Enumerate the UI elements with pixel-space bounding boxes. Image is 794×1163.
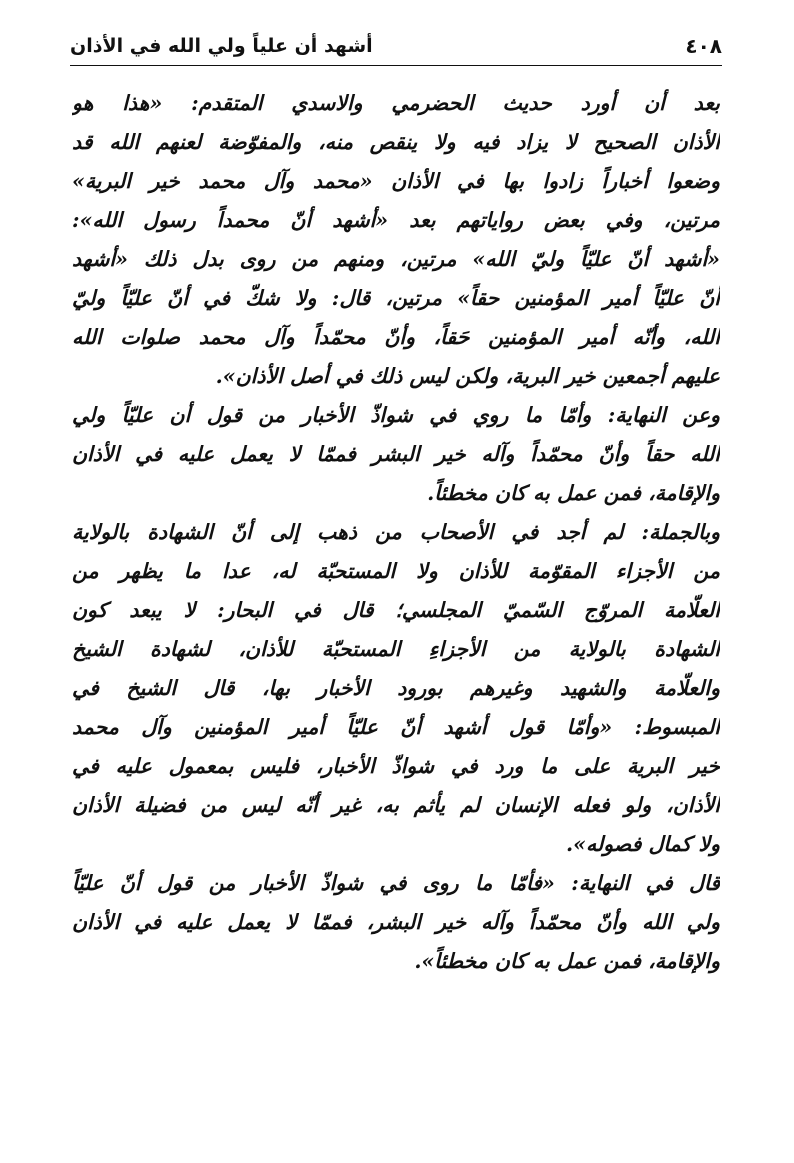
- paragraph: [72, 396, 720, 513]
- text-line: مرتين، وفي بعض رواياتهم بعد «أشهد أنّ محمداً رسول الله»:: [72, 208, 720, 232]
- text-line: والإقامة، فمن عمل به كان مخطئاً».: [414, 949, 720, 973]
- text-line: الأذان، ولو فعله الإنسان لم يأثم به، غير أنّه ليس من فضيلة الأذان: [72, 793, 720, 817]
- text-line: عليهم أجمعين خير البرية، ولكن ليس ذلك في أصل الأذان».: [215, 364, 720, 388]
- paragraph: [72, 864, 720, 981]
- text-line: أنّ عليّاً أمير المؤمنين حقاً» مرتين، قال: ولا شكّ في أنّ عليّاً وليّ: [72, 286, 720, 310]
- page-number: ٤٠٨: [685, 33, 722, 58]
- paragraph: [72, 84, 720, 396]
- text-line: «أشهد أنّ عليّاً وليّ الله» مرتين، ومنهم من روى بدل ذلك «أشهد: [72, 247, 720, 271]
- paragraph: [72, 513, 720, 864]
- text-line: المبسوط: «وأمّا قول أشهد أنّ عليّاً أمير المؤمنين وآل محمد: [72, 715, 720, 739]
- text-line: الشهادة بالولاية من الأجزاءِ المستحبّة للأذان، لشهادة الشيخ: [72, 637, 720, 661]
- text-line: الأذان الصحيح لا يزاد فيه ولا ينقص منه، والمفوّضة لعنهم الله قد: [72, 130, 720, 154]
- running-title: أشهد أن علياً ولي الله في الأذان: [70, 34, 373, 57]
- text-line: ولي الله وأنّ محمّداً وآله خير البشر، فممّا لا يعمل عليه في الأذان: [72, 910, 720, 934]
- text-line: الله، وأنّه أمير المؤمنين حَقاً، وأنّ محمّداً وآل محمد صلوات الله: [72, 325, 720, 349]
- page-header: [70, 30, 722, 66]
- text-line: وضعوا أخباراً زادوا بها في الأذان «محمد وآل محمد خير البرية»: [72, 169, 720, 193]
- text-line: قال في النهاية: «فأمّا ما روى في شواذّ الأخبار من قول أنّ عليّاً: [72, 871, 720, 895]
- body-text: [72, 84, 720, 981]
- text-line: وبالجملة: لم أجد في الأصحاب من ذهب إلى أنّ الشهادة بالولاية: [72, 520, 720, 544]
- text-line: والإقامة، فمن عمل به كان مخطئاً.: [427, 481, 720, 505]
- text-line: العلّامة المروّج السّميّ المجلسي؛ قال في البحار: لا يبعد كون: [72, 598, 720, 622]
- text-line: بعد أن أورد حديث الحضرمي والاسدي المتقدم: «هذا هو: [72, 91, 720, 115]
- text-line: وعن النهاية: وأمّا ما روي في شواذّ الأخبار من قول أن عليّاً ولي: [72, 403, 720, 427]
- text-line: والعلّامة والشهيد وغيرهم بورود الأخبار بها، قال الشيخ في: [72, 676, 720, 700]
- text-line: من الأجزاء المقوّمة للأذان ولا المستحبّة له، عدا ما يظهر من: [72, 559, 720, 583]
- text-line: الله حقاً وأنّ محمّداً وآله خير البشر فممّا لا يعمل عليه في الأذان: [72, 442, 720, 466]
- text-line: خير البرية على ما ورد في شواذّ الأخبار، فليس بمعمول عليه في: [72, 754, 720, 778]
- text-line: ولا كمال فصوله».: [566, 832, 720, 856]
